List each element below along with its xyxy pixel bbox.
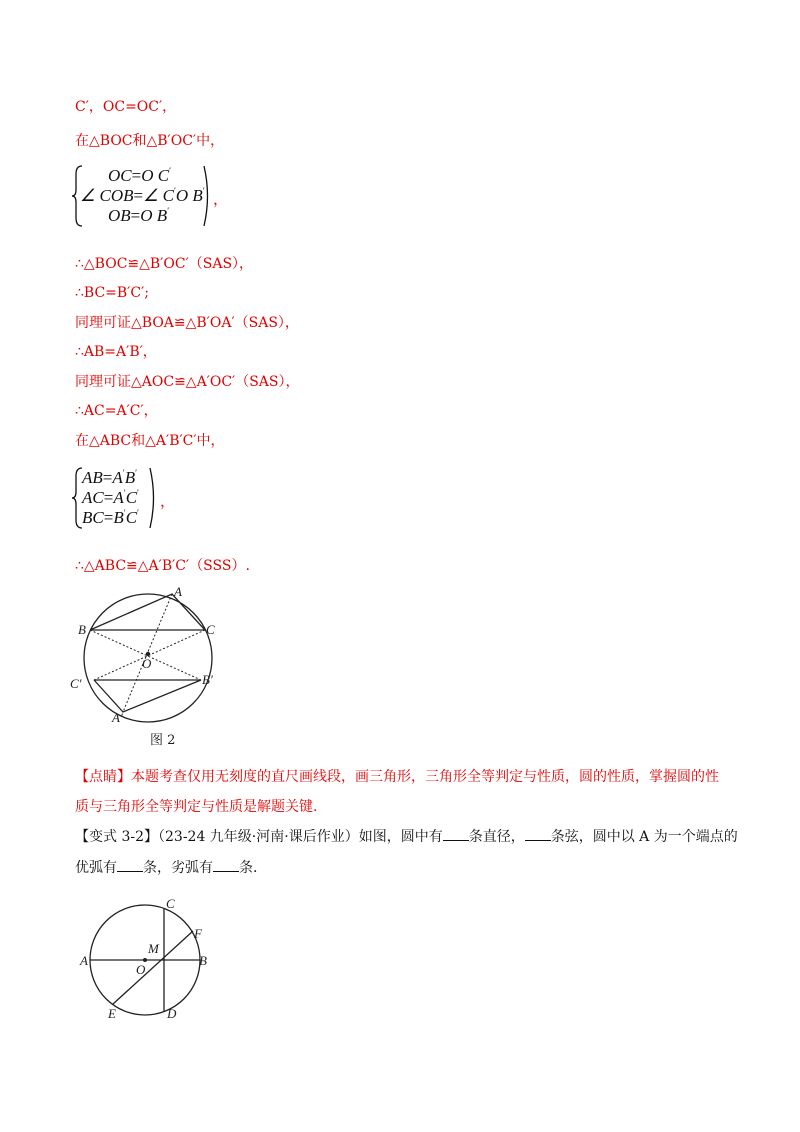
figure-caption: 图 2	[150, 733, 176, 748]
solution-line-9: 在△ABC和△A′B′C′中，	[75, 433, 225, 449]
solution-line-7: 同理可证△AOC≌△A′OC′（SAS），	[75, 374, 300, 390]
system2-row-3: BC=B′C′	[82, 508, 139, 527]
fig2-label-E: E	[108, 1006, 116, 1020]
solution-line-3: ∴△BOC≌△B′OC′（SAS），	[75, 256, 254, 272]
equation-system-2	[72, 466, 232, 532]
solution-line-1: C′，OC=OC′，	[75, 99, 177, 115]
solution-line-5: 同理可证△BOA≌△B′OA′（SAS），	[75, 315, 299, 331]
fig1-label-B: B	[78, 622, 86, 637]
system2-row-2: AC=A′C′	[82, 488, 139, 507]
system2-comma: ，	[160, 494, 176, 510]
system1-row-2: ∠ COB=∠ C′O B′	[80, 186, 205, 205]
right-paren-icon	[148, 466, 160, 530]
remark-line-1	[75, 767, 719, 787]
fig2-label-M: M	[148, 941, 159, 956]
system1-row-1: OC=O C′	[108, 166, 172, 185]
solution-line-10: ∴△ABC≌△A′B′C′（SSS）.	[75, 558, 250, 574]
problem-tag: 【变式 3-2】	[75, 829, 158, 845]
answer-blank-4[interactable]	[213, 857, 239, 872]
remark-text-1: 本题考查仅用无刻度的直尺画线段，画三角形，三角形全等判定与性质，圆的性质，掌握圆的性	[131, 769, 719, 785]
problem-line-1: 【变式 3-2】（23-24 九年级·河南·课后作业）如图，圆中有 条直径， 条弦，圆中以 A 为一个端点的	[75, 826, 738, 847]
system1-row-3: OB=O B′	[108, 206, 170, 225]
fig2-label-B: B	[199, 953, 207, 968]
equation-system-1	[72, 164, 232, 230]
fig1-label-C: C	[206, 622, 215, 637]
answer-blank-3[interactable]	[117, 857, 143, 872]
remark-tag: 【点睛】	[75, 769, 131, 785]
solution-line-8: ∴AC=A′C′，	[75, 403, 158, 419]
fig1-label-O: O	[142, 656, 152, 671]
answer-blank-1[interactable]	[443, 826, 469, 841]
fig1-label-A: A	[174, 584, 182, 599]
solution-line-2: 在△BOC和△B′OC′中，	[75, 133, 225, 149]
solution-line-6: ∴AB=A′B′，	[75, 344, 157, 360]
problem-line-2: 优弧有 条，劣弧有 条.	[75, 857, 257, 878]
fig2-label-C: C	[166, 896, 175, 911]
fig2-label-A: A	[80, 953, 88, 968]
fig1-label-Bprime: B′	[202, 672, 213, 687]
remark-line-2: 质与三角形全等判定与性质是解题关键.	[75, 799, 318, 815]
figure-circle-triangles	[68, 584, 228, 729]
system2-row-1: AB=A′B′	[82, 468, 138, 487]
system1-comma: ，	[213, 192, 229, 208]
fig2-label-O: O	[136, 962, 146, 977]
answer-blank-2[interactable]	[525, 826, 551, 841]
fig2-label-F: F	[194, 926, 202, 941]
fig2-label-D: D	[167, 1006, 177, 1020]
fig1-label-Aprime: A′	[112, 710, 123, 725]
solution-line-4: ∴BC=B′C′;	[75, 285, 149, 301]
fig1-label-Cprime: C′	[70, 676, 82, 691]
figure-circle-chords	[78, 895, 218, 1020]
